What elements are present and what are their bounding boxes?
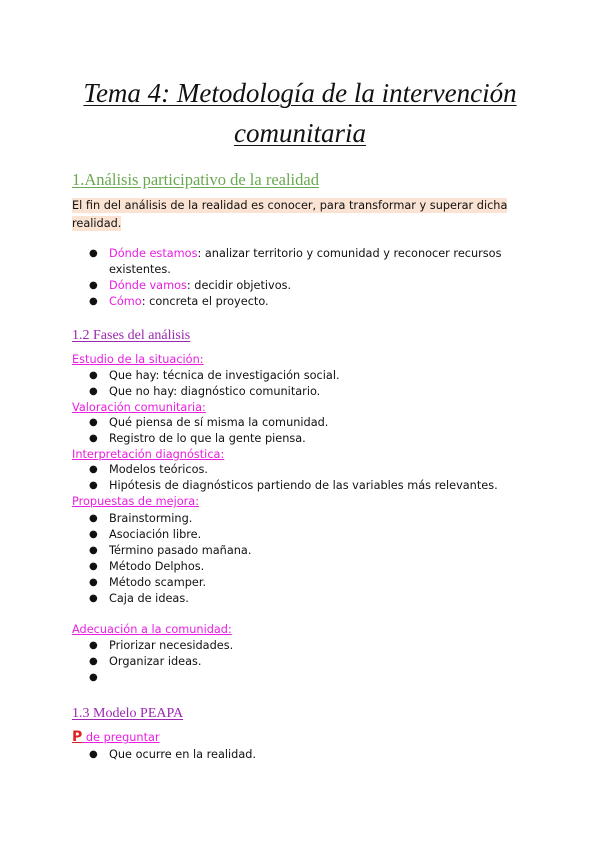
section-3-heading: 1.3 Modelo PEAPA xyxy=(72,706,184,721)
highlight-line-1: El fin del análisis de la realidad es conocer, para transformar y superar dicha xyxy=(72,199,508,212)
group-title: Interpretación diagnóstica: xyxy=(72,448,225,461)
list-item-continuation: existentes. xyxy=(109,263,171,276)
bullet-icon: ● xyxy=(89,656,98,667)
bullet-icon: ● xyxy=(89,749,98,760)
peapa-p-title: P de preguntar xyxy=(72,729,160,745)
bullet-icon: ● xyxy=(89,545,98,556)
section-2-heading: 1.2 Fases del análisis xyxy=(72,328,191,343)
bullet-icon: ● xyxy=(89,640,98,651)
group-title: Adecuación a la comunidad: xyxy=(72,623,232,636)
bullet-icon: ● xyxy=(89,577,98,588)
bullet-icon: ● xyxy=(89,672,98,683)
bullet-icon: ● xyxy=(89,480,98,491)
bullet-icon: ● xyxy=(89,248,98,259)
bullet-icon: ● xyxy=(89,464,98,475)
bullet-icon: ● xyxy=(89,370,98,381)
section-1-heading: 1.Análisis participativo de la realidad xyxy=(72,170,319,189)
title-line-1: Tema 4: Metodología de la intervención xyxy=(83,78,517,108)
bullet-icon: ● xyxy=(89,513,98,524)
bullet-icon: ● xyxy=(89,280,98,291)
bullet-icon: ● xyxy=(89,433,98,444)
highlight-line-2: realidad. xyxy=(72,217,122,230)
bullet-icon: ● xyxy=(89,386,98,397)
document-page: Tema 4: Metodología de la intervención comunitaria 1.Análisis participativo de la realidad El fin del análisis de la realidad es conocer, para transformar y superar dicha realidad. ● Dónde estamos: analizar territorio y comunidad y reconocer recursos existentes. ● Dónde vamos: decidir objetivos. ● Cómo: concreta el proyecto. 1.2 Fases del análisis Estudio de la situación: ● Que hay: técnica de investigación social. ● Que no hay: diagnóstico comunitario. Valoración comunitaria: ● Qué piensa de sí misma la comunidad. ● Registro de lo que la gente piensa. Interpretación diagnóstica: ● Modelos teóricos. ● Hipótesis de diagnósticos partiendo de las variables más relevantes. Propuestas de mejora: ● Brainstorming. ● Asociación libre. ● Término pasado mañana. ● Método Delphos. ● Método scamper. ● Caja de ideas. Adecuación a la comunidad: ● Priorizar necesidades. ● Organizar ideas. ● 1.3 Modelo PEAPA P de preguntar ● Que ocurre en la realidad. xyxy=(0,0,600,848)
bullet-icon: ● xyxy=(89,296,98,307)
bullet-icon: ● xyxy=(89,561,98,572)
title-line-2: comunitaria xyxy=(234,118,366,148)
group-title: Estudio de la situación: xyxy=(72,353,204,366)
bullet-icon: ● xyxy=(89,529,98,540)
group-title: Valoración comunitaria: xyxy=(72,401,206,414)
bullet-icon: ● xyxy=(89,417,98,428)
bullet-icon: ● xyxy=(89,593,98,604)
group-title: Propuestas de mejora: xyxy=(72,495,200,508)
